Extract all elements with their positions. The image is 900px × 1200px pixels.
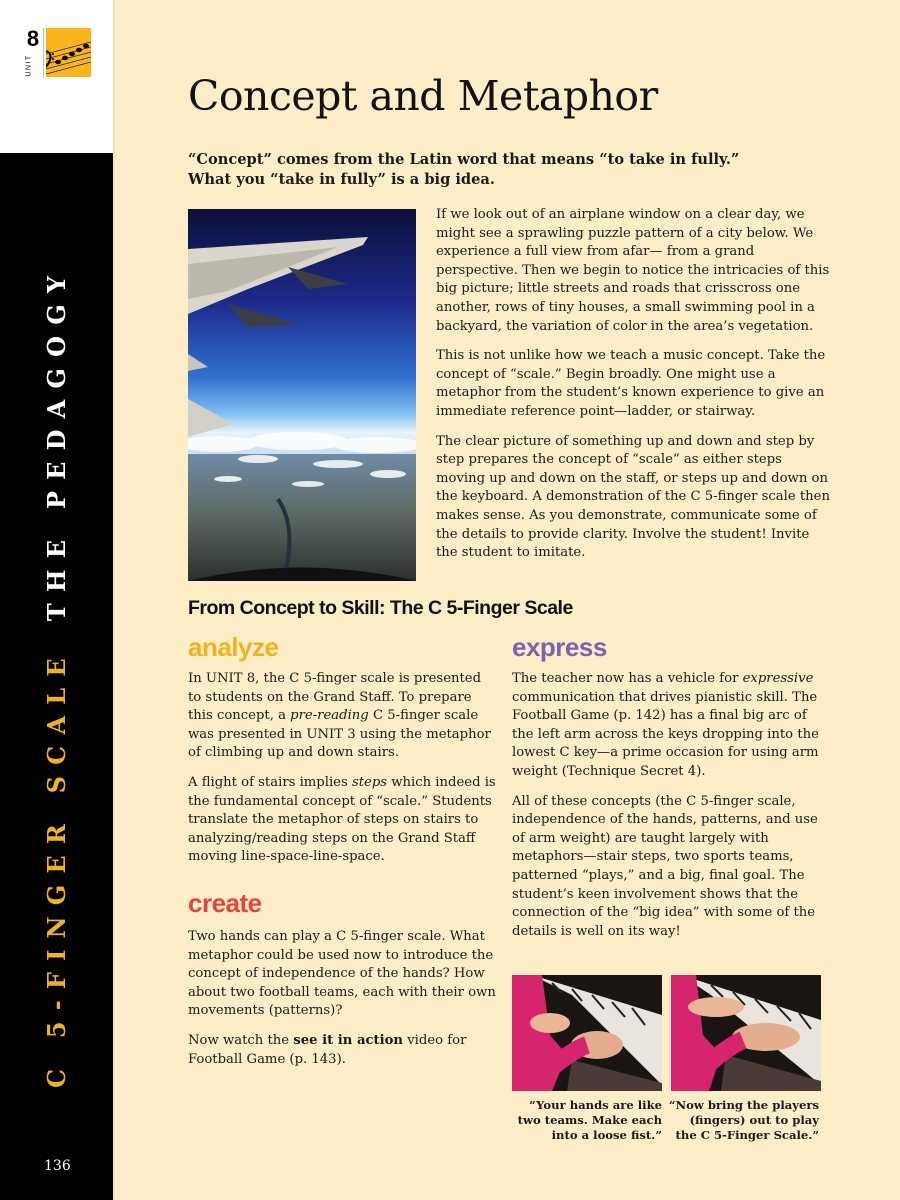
piano-hands-photo-1 [512, 975, 662, 1091]
bass-clef-staff-icon [46, 28, 91, 77]
unit-number: 8 [26, 26, 40, 51]
intro-paragraph: This is not unlike how we teach a music concept. Take the concept of “scale.” Begin broadly. One might use a metaphor from the student’s known experience to give an immediate reference point—ladder, or stairway. [436, 348, 826, 419]
analyze-paragraph: In UNIT 8, the C 5-finger scale is presented to students on the Grand Staff. To prepare this concept, a pre-reading C 5-finger scale was presented in UNIT 3 using the metaphor of climbing up and down stairs. [188, 671, 491, 761]
create-heading: create [188, 888, 262, 918]
page-title: Concept and Metaphor [188, 72, 658, 120]
piano-hands-photo-2 [671, 975, 821, 1091]
analyze-heading: analyze [188, 632, 279, 662]
page-number: 136 [44, 1158, 71, 1174]
photo-caption: “Your hands are like two teams. Make each into a loose fist.” [517, 1098, 662, 1142]
express-paragraph: The teacher now has a vehicle for expressive communication that drives pianistic skill. The Football Game (p. 142) has a final big arc of the left arm across the keys dropping into the lowest C key—a prime occasion for using arm weight (Technique Secret 4). [512, 671, 819, 779]
create-text [188, 928, 498, 1080]
intro-paragraph: The clear picture of something up and down and step by step prepares the concept of “scale” as either steps moving up and down on the staff, or steps up and down on the keyboard. A demonstration of the C 5-finger scale then makes sense. As you demonstrate, communicate some of the details to provide clarity. Involve the student! Invite the student to imitate. [436, 433, 830, 561]
create-paragraph: Now watch the see it in action video for Football Game (p. 143). [188, 1032, 467, 1067]
analyze-paragraph: A flight of stairs implies steps which indeed is the fundamental concept of “scale.” Students translate the metaphor of steps on stairs to analyzing/reading steps on the Grand Staff moving line-space-line-space. [188, 774, 496, 865]
express-heading: express [512, 632, 607, 662]
unit-badge [26, 28, 92, 78]
see-it-in-action-label: see it in action [293, 1032, 404, 1048]
intro-paragraph: If we look out of an airplane window on a clear day, we might see a sprawling puzzle pattern of a city below. We experience a full view from afar— from a grand perspective. Then we begin to notice the intricacies of this big picture; little streets and roads that crisscross one another, rows of tiny houses, a small swimming pool in a backyard, the variation of color in the area’s vegetation. [436, 207, 830, 334]
express-text [512, 670, 827, 952]
lead-statement: “Concept” comes from the Latin word that means “to take in fully.” What you “take in fully” is a big idea. [188, 151, 740, 188]
spine-topic: C 5-FINGER SCALE [42, 647, 71, 1088]
express-paragraph: All of these concepts (the C 5-finger scale, independence of the hands, patterns, and use of arm weight) are taught largely with metaphors—stair steps, two sports teams, patterned “plays,” and a big, final goal. The student’s keen involvement shows that the connection of the “big idea” with some of the details is well on its way! [512, 793, 818, 939]
create-paragraph: Two hands can play a C 5-finger scale. What metaphor could be used now to introduce the concept of independence of the hands? How about two football teams, each with their own movements (patterns)? [188, 929, 496, 1019]
intro-text [436, 206, 831, 574]
unit-divider [43, 28, 44, 78]
section-heading: From Concept to Skill: The C 5-Finger Scale [188, 597, 573, 619]
spine-title [40, 258, 80, 1088]
airplane-wing-photo [188, 209, 416, 581]
spine-section: THE PEDAGOGY [42, 264, 71, 622]
spine-divider [113, 0, 115, 1200]
unit-label: UNIT [25, 54, 33, 77]
photo-caption: “Now bring the players (fingers) out to play the C 5-Finger Scale.” [668, 1098, 819, 1142]
analyze-text [188, 670, 498, 878]
